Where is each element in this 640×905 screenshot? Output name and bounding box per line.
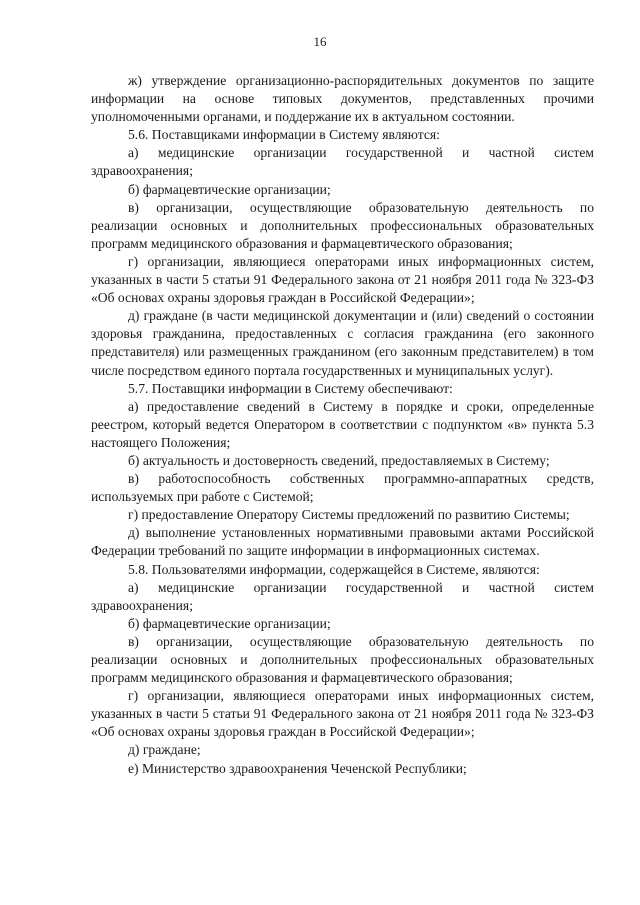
list-item: в) организации, осуществляющие образовательную деятельность по реализации основных и дополнительных профессиональных образовательных программ медицинского образования и фармацевтического образования; [91,199,594,251]
list-item: а) медицинские организации государственной и частной систем здравоохранения; [91,145,594,179]
document-body [91,72,594,778]
list-item: д) выполнение установленных нормативными правовыми актами Российской Федерации требований по защите информации в информационных системах. [91,525,594,559]
section-5-7-heading: 5.7. Поставщики информации в Систему обеспечивают: [128,380,453,396]
list-item: в) организации, осуществляющие образовательную деятельность по реализации основных и дополнительных профессиональных образовательных программ медицинского образования и фармацевтического образования; [91,633,594,686]
list-item: г) предоставление Оператору Системы предложений по развитию Системы; [128,507,570,523]
list-item: д) граждане; [128,742,201,758]
list-item: д) граждане (в части медицинской документации и (или) сведений о состоянии здоровья гражданина, предоставленных с согласия гражданина (его законного представителя) или размещенных гражданином (его законным представителем) в том числе посредством единого портала государственных и муниципальных услуг). [91,308,594,378]
page-number: 16 [313,34,327,49]
list-item: б) фармацевтические организации; [128,181,331,197]
list-item: б) актуальность и достоверность сведений, предоставляемых в Систему; [128,452,550,468]
list-item: в) работоспособность собственных программно-аппаратных средств, используемых при работе с Системой; [91,471,594,505]
list-item: б) фармацевтические организации; [128,615,331,631]
section-5-6-heading: 5.6. Поставщиками информации в Систему являются: [128,127,440,143]
list-item: г) организации, являющиеся операторами иных информационных систем, указанных в части 5 статьи 91 Федерального закона от 21 ноября 2011 года № 323-ФЗ «Об основах охраны здоровья граждан в Российской Федерации»; [91,253,594,306]
list-item: а) медицинские организации государственной и частной систем здравоохранения; [91,579,594,613]
section-5-8-heading: 5.8. Пользователями информации, содержащейся в Системе, являются: [128,561,540,577]
paragraph-item-zh-approval: ж) утверждение организационно-распорядительных документов по защите информации на основе типовых документов, представленных прочими уполномоченными органами, и поддержание их в актуальном состоянии. [91,73,594,125]
list-item: г) организации, являющиеся операторами иных информационных систем, указанных в части 5 статьи 91 Федерального закона от 21 ноября 2011 года № 323-ФЗ «Об основах охраны здоровья граждан в Российской Федерации»; [91,688,594,740]
list-item: е) Министерство здравоохранения Чеченской Республики; [128,760,467,776]
list-item: а) предоставление сведений в Систему в порядке и сроки, определенные реестром, который ведется Оператором в соответствии с подпунктом «в» пункта 5.3 настоящего Положения; [91,398,594,450]
